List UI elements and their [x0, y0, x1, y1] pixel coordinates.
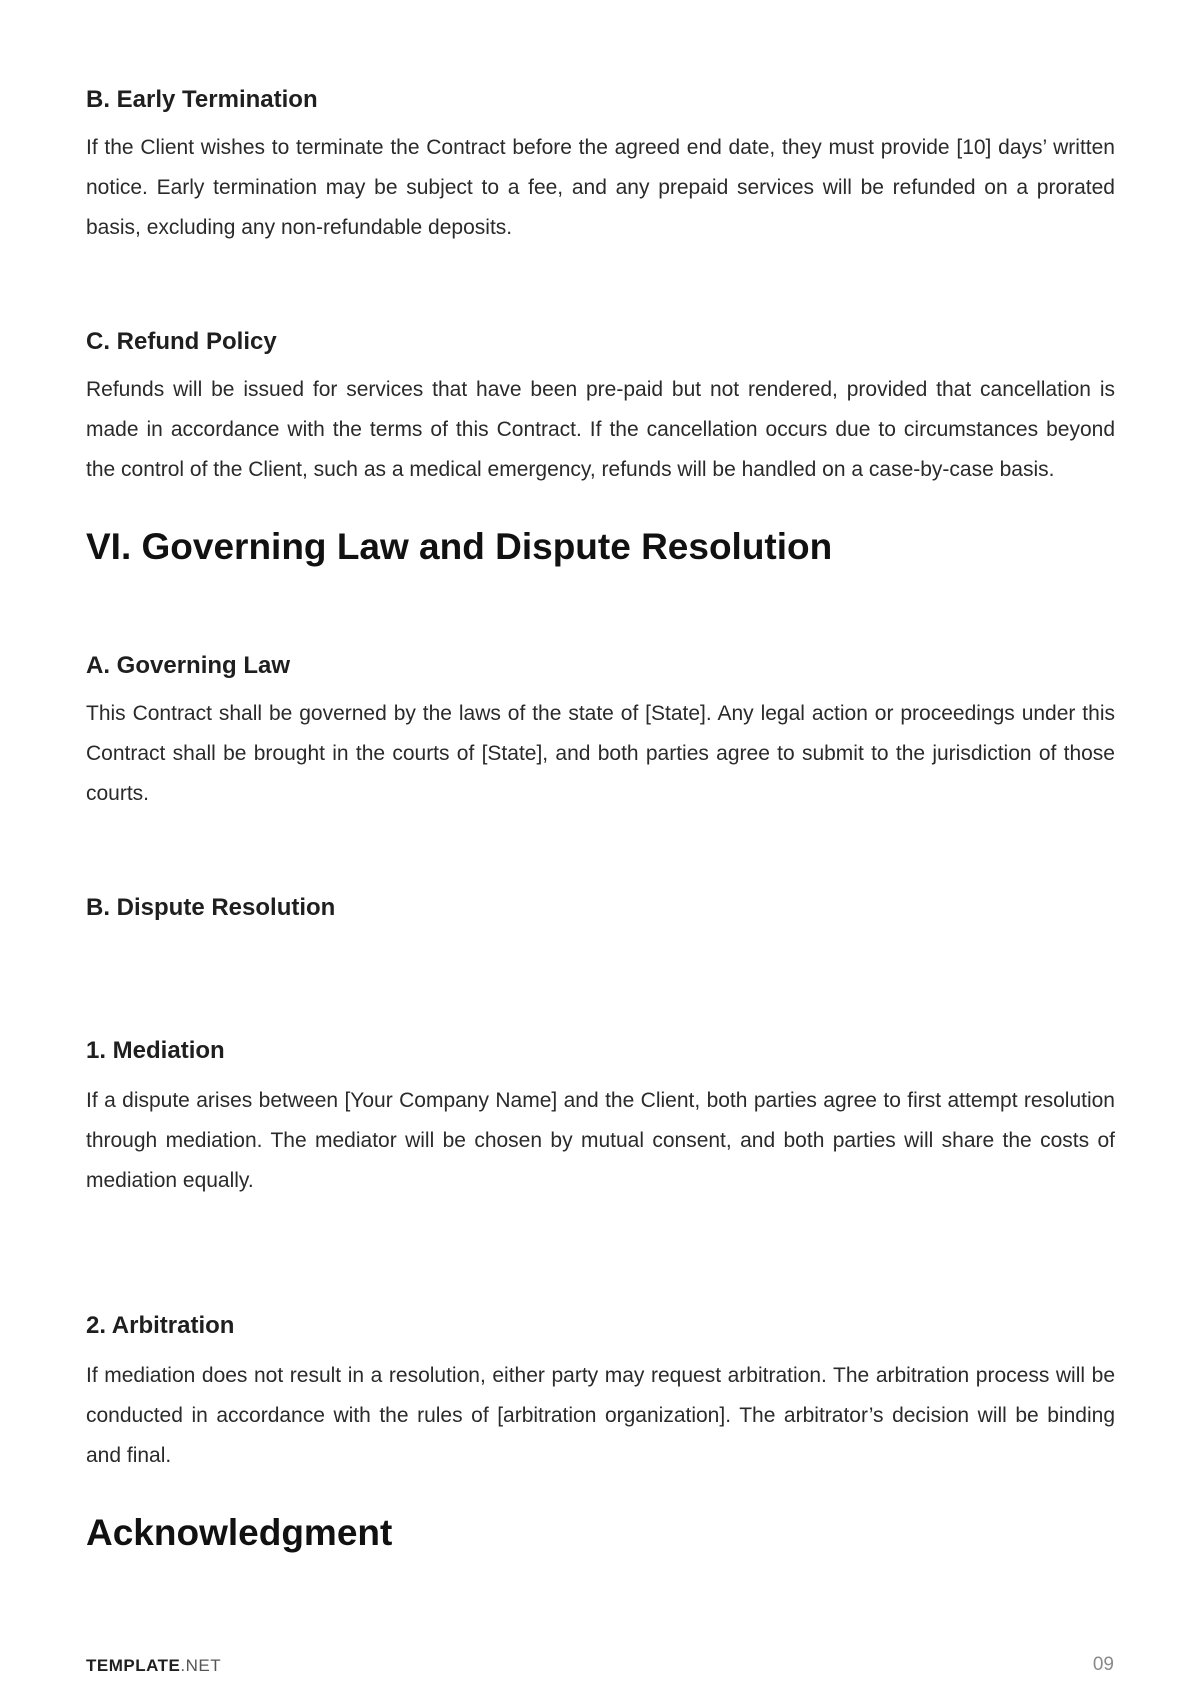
arbitration-text: If mediation does not result in a resolution, either party may request arbitration. The arbitration process will be conducted in accordance with the rules of [arbitration organization]. The arbitrator’s decision will be binding and final.: [86, 1364, 1115, 1467]
footer-brand-name: TEMPLATE: [86, 1656, 181, 1675]
refund-policy-text: Refunds will be issued for services that have been pre-paid but not rendered, provided that cancellation is made in accordance with the terms of this Contract. If the cancellation occurs due to circumstances beyond the control of the Client, such as a medical emergency, refunds will be handled on a case-by-case basis.: [86, 378, 1115, 481]
footer-brand-suffix: .NET: [180, 1656, 222, 1675]
footer-brand-logo: [86, 1656, 221, 1676]
document-page: [86, 84, 1115, 1556]
mediation-text: If a dispute arises between [Your Company Name] and the Client, both parties agree to first attempt resolution through mediation. The mediator will be chosen by mutual consent, and both parties will share the costs of mediation equally.: [86, 1089, 1115, 1192]
early-termination-text: If the Client wishes to terminate the Contract before the agreed end date, they must provide [10] days’ written notice. Early termination may be subject to a fee, and any prepaid services will be refunded on a prorated basis, excluding any non-refundable deposits.: [86, 136, 1115, 239]
arbitration-heading: 2. Arbitration: [86, 1312, 235, 1339]
governing-law-section-title: VI. Governing Law and Dispute Resolution: [86, 526, 833, 567]
refund-policy-heading: C. Refund Policy: [86, 328, 277, 355]
dispute-resolution-heading: B. Dispute Resolution: [86, 894, 336, 921]
mediation-heading: 1. Mediation: [86, 1037, 225, 1064]
early-termination-heading: B. Early Termination: [86, 86, 318, 113]
acknowledgment-section-title: Acknowledgment: [86, 1512, 393, 1553]
governing-law-heading: A. Governing Law: [86, 652, 291, 679]
page-number: 09: [1092, 1654, 1114, 1675]
governing-law-text: This Contract shall be governed by the laws of the state of [State]. Any legal action or proceedings under this Contract shall be brought in the courts of [State], and both parties agree to submit to the jurisdiction of those courts.: [86, 702, 1115, 805]
